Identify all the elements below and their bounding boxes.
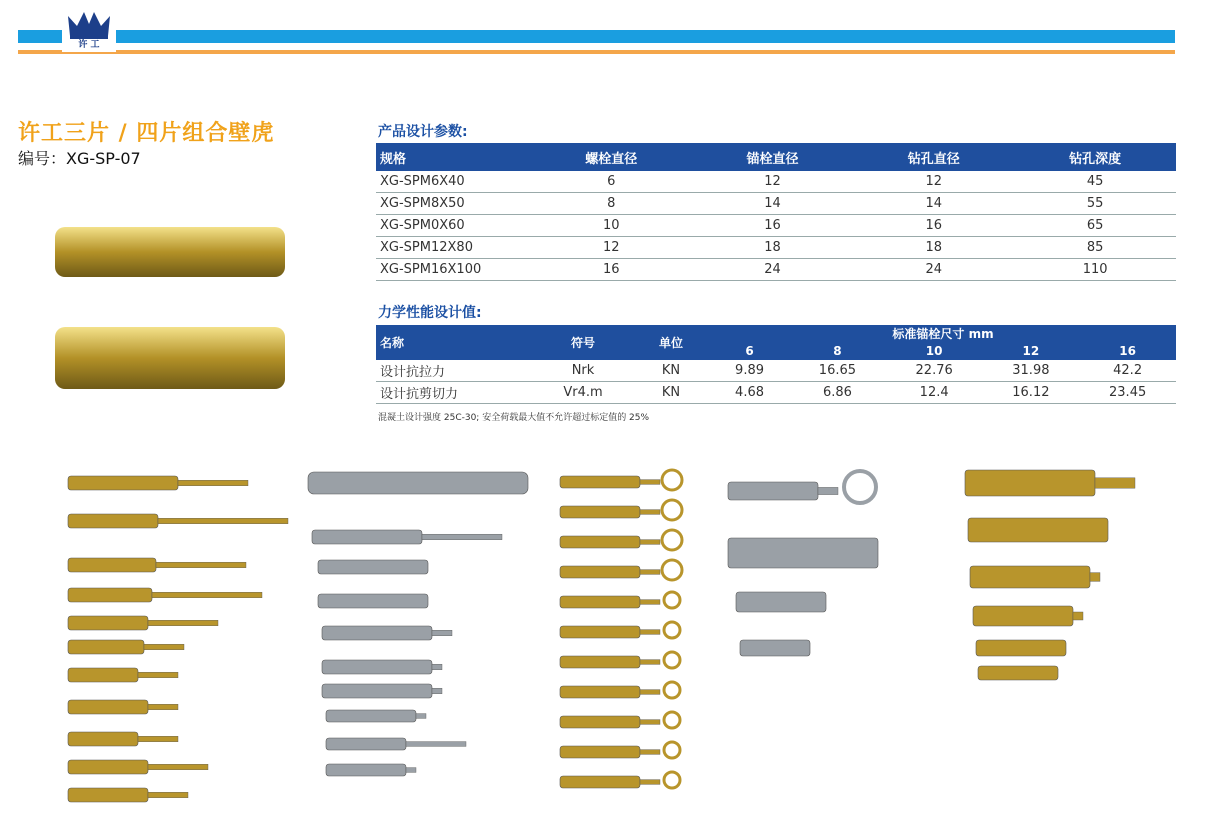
anchor-rod-shape [148,620,218,626]
spec-col-header: 钻孔直径 [853,143,1014,171]
anchor-hook-shape [662,470,682,490]
anchor-bolt-shape [728,482,818,500]
anchor-bolt-shape [965,470,1095,496]
table-row [376,382,1176,404]
mech-cell: 9.89 [710,360,789,382]
mech-col-unit: 单位 [632,325,710,360]
mech-cell: 31.98 [983,360,1080,382]
mech-cell: 16.65 [789,360,886,382]
anchor-hook-shape [664,622,680,638]
anchor-rod-shape [640,750,660,755]
anchor-hook-shape [664,682,680,698]
table-row [376,360,1176,382]
mech-cell: 6.86 [789,382,886,404]
anchor-bolt-shape [728,538,878,568]
spec-cell: 10 [531,215,692,237]
anchor-rod-shape [178,480,248,486]
anchor-bolt-shape [68,668,138,682]
spec-cell: 16 [853,215,1014,237]
spec-cell: XG-SPM16X100 [376,259,531,281]
anchor-bolt-shape [978,666,1058,680]
spec-cell: 12 [692,171,853,193]
anchor-bolt-shape [322,660,432,674]
anchor-eye-shape [844,471,876,503]
anchor-bolt-shape [68,588,152,602]
anchor-rod-shape [1095,478,1135,488]
anchor-rod-shape [148,704,178,710]
mech-col-name: 名称 [376,325,534,360]
anchor-bolt-shape [326,738,406,750]
spec-col-header: 规格 [376,143,531,171]
anchor-rod-shape [818,487,838,494]
anchor-bolt-shape [68,616,148,630]
anchor-rod-shape [156,562,246,568]
mech-table [376,325,1176,404]
mech-cell: 16.12 [983,382,1080,404]
anchor-bolt-shape [322,684,432,698]
anchor-rod-shape [640,540,660,545]
mech-size-header: 10 [886,342,983,360]
anchor-rod-shape [640,570,660,575]
anchor-bolt-shape [318,594,428,608]
spec-col-header: 钻孔深度 [1014,143,1176,171]
spec-cell: 24 [692,259,853,281]
anchor-bolt-shape [973,606,1073,626]
mech-cell: 设计抗拉力 [376,360,534,382]
anchor-rod-shape [416,714,426,719]
spec-section-title: 产品设计参数: [378,124,468,140]
anchor-hook-shape [664,712,680,728]
anchor-rod-shape [432,688,442,694]
anchor-bolt-shape [308,472,528,494]
mech-cell: 12.4 [886,382,983,404]
mech-size-header: 6 [710,342,789,360]
anchor-hook-shape [664,652,680,668]
mech-cell: 22.76 [886,360,983,382]
anchor-bolt-shape [68,476,178,490]
anchor-bolt-shape [560,566,640,578]
anchor-variants-image [60,462,1190,807]
mech-cell: Nrk [534,360,632,382]
anchor-bolt-shape [560,686,640,698]
anchor-bolt-shape [322,626,432,640]
table-row [376,237,1176,259]
table-row [376,171,1176,193]
mech-cell: 42.2 [1079,360,1176,382]
anchor-rod-shape [138,736,178,742]
product-code: 编号：XG-SP-07 [18,149,141,168]
spec-cell: 14 [853,193,1014,215]
anchor-bolt-shape [970,566,1090,588]
design-note: 混凝土设计强度 25C-30; 安全荷载最大值不允许超过标定值的 25% [378,413,650,423]
anchor-bolt-shape [560,716,640,728]
anchor-bolt-shape [326,764,406,776]
spec-cell: 16 [692,215,853,237]
anchor-bolt-shape [560,746,640,758]
anchor-hook-shape [662,500,682,520]
anchor-bolt-shape [560,506,640,518]
table-row [376,215,1176,237]
anchor-bolt-shape [318,560,428,574]
anchor-closeup-image [50,215,290,395]
anchor-bolt-shape [326,710,416,722]
spec-cell: 24 [853,259,1014,281]
spec-cell: 55 [1014,193,1176,215]
spec-cell: XG-SPM8X50 [376,193,531,215]
anchor-rod-shape [406,742,466,747]
header-orange-bar [18,50,1175,54]
mech-section-title: 力学性能设计值: [378,305,482,321]
anchor-bolt-shape [560,656,640,668]
anchor-bolt-shape [560,536,640,548]
anchor-hook-shape [664,592,680,608]
anchor-bolt-shape [560,596,640,608]
anchor-bolt-shape [560,476,640,488]
spec-col-header: 锚栓直径 [692,143,853,171]
mech-size-header: 12 [983,342,1080,360]
anchor-bolt-shape [976,640,1066,656]
mech-cell: 4.68 [710,382,789,404]
anchor-rod-shape [1090,573,1100,582]
spec-cell: 12 [853,171,1014,193]
anchor-rod-shape [432,630,452,636]
spec-cell: 16 [531,259,692,281]
mech-cell: 23.45 [1079,382,1176,404]
anchor-bolt-shape [68,640,144,654]
anchor-bolt-shape [68,788,148,802]
anchor-hook-shape [662,560,682,580]
mech-col-symbol: 符号 [534,325,632,360]
spec-cell: 18 [692,237,853,259]
mech-cell: Vr4.m [534,382,632,404]
mech-cell: KN [632,360,710,382]
mech-cell: KN [632,382,710,404]
logo-text: 许 工 [78,40,100,50]
spec-cell: XG-SPM0X60 [376,215,531,237]
product-title: 许工三片 / 四片组合壁虎 [18,121,275,146]
anchor-rod-shape [640,510,660,515]
anchor-bolt-shape [968,518,1108,542]
spec-cell: 6 [531,171,692,193]
anchor-bolt-shape [312,530,422,544]
anchor-bolt-shape [68,760,148,774]
mech-size-header: 8 [789,342,886,360]
mech-cell: 设计抗剪切力 [376,382,534,404]
anchor-rod-shape [640,480,660,485]
anchor-bolt-shape [68,700,148,714]
spec-cell: 110 [1014,259,1176,281]
spec-cell: 12 [531,237,692,259]
anchor-hook-shape [664,742,680,758]
spec-table [376,143,1176,281]
anchor-rod-shape [138,672,178,678]
anchor-bolt-shape [68,514,158,528]
header-blue-bar [18,30,1175,43]
anchor-rod-shape [640,690,660,695]
spec-cell: 45 [1014,171,1176,193]
anchor-hook-shape [662,530,682,550]
anchor-bolt-shape [68,558,156,572]
spec-col-header: 螺栓直径 [531,143,692,171]
anchor-bolt-shape [68,732,138,746]
anchor-bolt-shape [736,592,826,612]
mech-size-header: 16 [1079,342,1176,360]
spec-cell: 18 [853,237,1014,259]
spec-cell: 14 [692,193,853,215]
spec-cell: XG-SPM12X80 [376,237,531,259]
anchor-rod-shape [640,660,660,665]
anchor-hook-shape [664,772,680,788]
spec-cell: 85 [1014,237,1176,259]
anchor-rod-shape [640,720,660,725]
anchor-bolt-shape [740,640,810,656]
table-row [376,259,1176,281]
anchor-rod-shape [422,534,502,540]
spec-cell: 8 [531,193,692,215]
anchor-bolt-shape [560,776,640,788]
anchor-rod-shape [640,630,660,635]
anchor-rod-shape [144,644,184,650]
anchor-rod-shape [158,518,288,524]
anchor-rod-shape [432,664,442,670]
table-row [376,193,1176,215]
anchor-bolt-shape [560,626,640,638]
anchor-rod-shape [640,600,660,605]
spec-cell: XG-SPM6X40 [376,171,531,193]
anchor-rod-shape [1073,612,1083,620]
mech-group-header: 标准锚栓尺寸 mm [710,325,1176,342]
anchor-rod-shape [148,792,188,798]
anchor-rod-shape [152,592,262,598]
anchor-rod-shape [406,768,416,773]
anchor-rod-shape [148,764,208,770]
anchor-rod-shape [640,780,660,785]
spec-cell: 65 [1014,215,1176,237]
